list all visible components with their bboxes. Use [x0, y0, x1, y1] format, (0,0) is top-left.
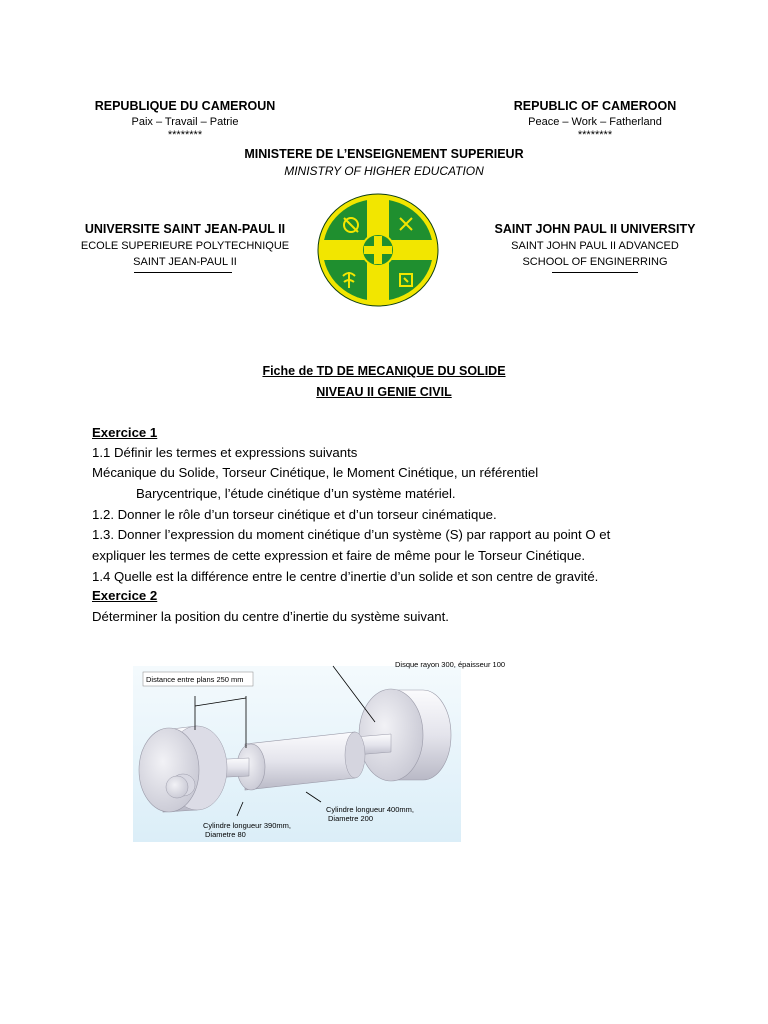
exercise1-line: 1.1 Définir les termes et expressions suivants — [92, 445, 358, 460]
country-name-en: REPUBLIC OF CAMEROON — [513, 99, 677, 113]
label-distance: Distance entre plans 250 mm — [146, 675, 244, 684]
exercise2-heading: Exercice 2 — [92, 588, 158, 603]
motto-fr: Paix – Travail – Patrie — [131, 116, 239, 128]
country-name-fr: REPUBLIQUE DU CAMEROUN — [94, 99, 276, 113]
exercise1-line: 1.4 Quelle est la différence entre le centre d’inertie d’un solide et son centre de gravité. — [92, 569, 599, 584]
label-cylinder-400-diameter: Diametre 200 — [328, 814, 374, 823]
university-logo — [316, 192, 440, 308]
stars-left: ******** — [167, 129, 203, 141]
university-fr: UNIVERSITE SAINT JEAN-PAUL II — [84, 222, 286, 236]
exercise1-heading: Exercice 1 — [92, 425, 158, 440]
divider-left — [134, 272, 232, 273]
label-cylinder-400: Cylindre longueur 400mm, — [326, 805, 414, 814]
exercise1-line: 1.3. Donner l’expression du moment cinétique d’un système (S) par rapport au point O et — [92, 527, 611, 542]
ministry-fr: MINISTERE DE L’ENSEIGNEMENT SUPERIEUR — [244, 147, 524, 161]
school-en-2: SCHOOL OF ENGINERRING — [522, 256, 668, 268]
exercise1-line: 1.2. Donner le rôle d’un torseur cinétique et d’un torseur cinématique. — [92, 507, 497, 522]
place-fr: SAINT JEAN-PAUL II — [133, 256, 237, 268]
worksheet-title: Fiche de TD DE MECANIQUE DU SOLIDE — [262, 364, 506, 378]
exercise1-line: expliquer les termes de cette expression et faire de même pour le Torseur Cinétique. — [92, 548, 586, 563]
shaft-figure — [133, 652, 506, 842]
school-fr: ECOLE SUPERIEURE POLYTECHNIQUE — [80, 240, 290, 252]
exercise1-line: Mécanique du Solide, Torseur Cinétique, le Moment Cinétique, un référentiel — [92, 465, 539, 480]
motto-en: Peace – Work – Fatherland — [528, 116, 662, 128]
divider-right — [552, 272, 638, 273]
label-cylinder-390-diameter: Diametre 80 — [205, 830, 246, 839]
stars-right: ******** — [577, 129, 613, 141]
ministry-en: MINISTRY OF HIGHER EDUCATION — [284, 164, 484, 178]
worksheet-level: NIVEAU II GENIE CIVIL — [316, 385, 452, 399]
label-cylinder-390: Cylindre longueur 390mm, — [203, 821, 291, 830]
exercise1-line: Barycentrique, l’étude cinétique d’un système matériel. — [136, 486, 456, 501]
exercise2-line: Déterminer la position du centre d’inertie du système suivant. — [92, 609, 449, 624]
school-en-1: SAINT JOHN PAUL II ADVANCED — [511, 240, 679, 252]
label-disk: Disque rayon 300, épaisseur 100 — [395, 660, 506, 669]
university-en: SAINT JOHN PAUL II UNIVERSITY — [494, 222, 696, 236]
